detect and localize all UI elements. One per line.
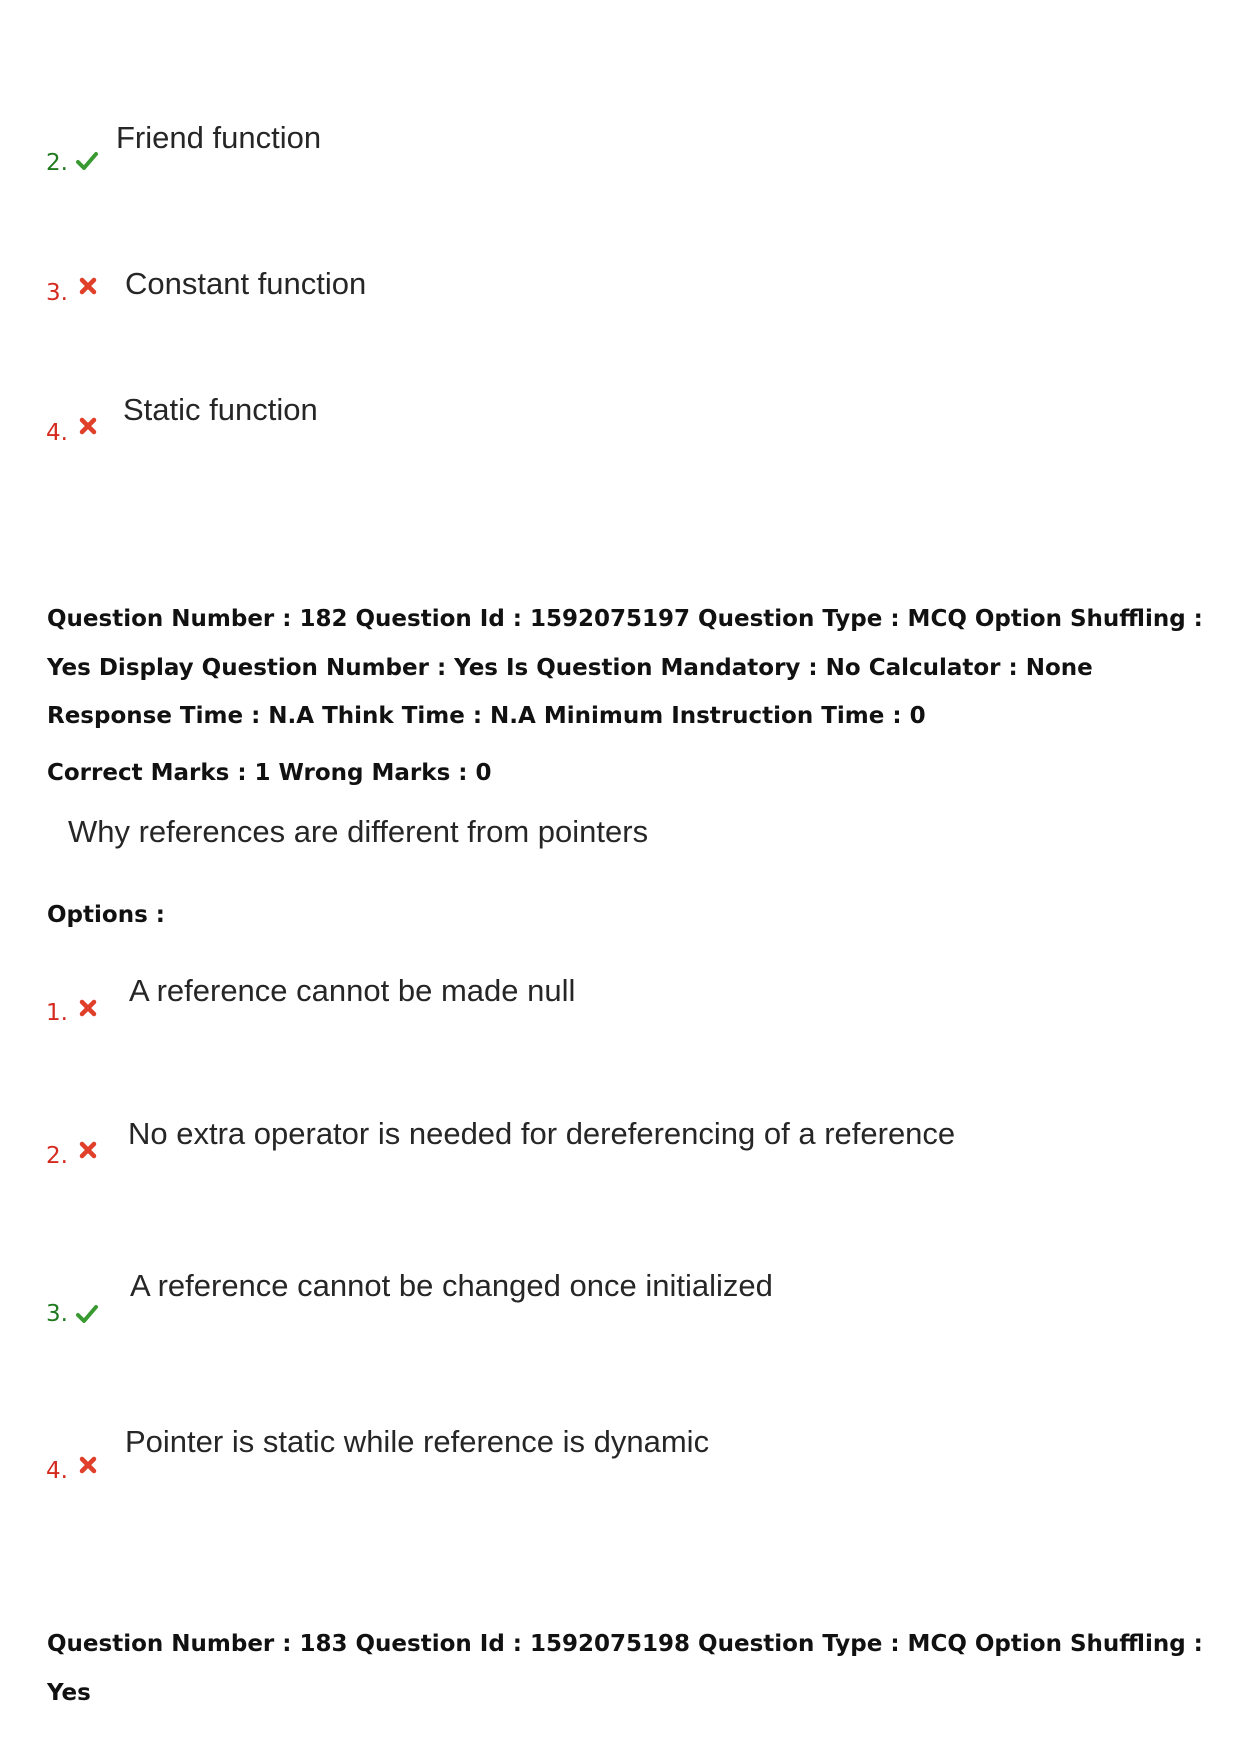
question-meta: Question Number : 183 Question Id : 1592075198 Question Type : MCQ Option Shuffling : Yes — [47, 1631, 1203, 1706]
option-row — [46, 1116, 1196, 1180]
option-number: 2. — [46, 150, 68, 176]
question-meta: Question Number : 182 Question Id : 1592075197 Question Type : MCQ Option Shuffling : Yes Display Question Number : Yes Is Question Mandatory : No Calculator : None Response Time : N.A Think Time : N.A Minimum Instruction Time : 0 — [47, 606, 1203, 729]
check-icon — [76, 150, 98, 172]
option-number: 1. — [46, 1000, 68, 1026]
option-text: Friend function — [116, 120, 322, 155]
option-number: 3. — [46, 1301, 68, 1327]
question-marks: Correct Marks : 1 Wrong Marks : 0 — [47, 760, 492, 786]
option-number: 3. — [46, 280, 68, 306]
cross-icon — [77, 997, 99, 1019]
option-text: Static function — [123, 392, 318, 427]
option-number: 4. — [46, 1458, 68, 1484]
option-text: Constant function — [125, 266, 367, 301]
option-number: 2. — [46, 1143, 68, 1169]
option-number: 4. — [46, 420, 68, 446]
options-label: Options : — [47, 902, 165, 928]
cross-icon — [77, 1454, 99, 1476]
option-row — [46, 118, 1196, 178]
option-row — [46, 1270, 1196, 1330]
cross-icon — [77, 415, 99, 437]
option-text: Pointer is static while reference is dynamic — [125, 1424, 710, 1459]
option-text: A reference cannot be changed once initialized — [130, 1268, 773, 1303]
option-text: A reference cannot be made null — [129, 973, 576, 1008]
option-row — [46, 390, 1196, 450]
cross-icon — [77, 1139, 99, 1161]
option-text: No extra operator is needed for dereferencing of a reference — [128, 1116, 956, 1151]
check-icon — [76, 1303, 98, 1325]
option-row — [46, 973, 1196, 1037]
option-row — [46, 1426, 1196, 1486]
question-text: Why references are different from pointers — [68, 814, 649, 849]
option-row — [46, 250, 1196, 310]
cross-icon — [77, 275, 99, 297]
